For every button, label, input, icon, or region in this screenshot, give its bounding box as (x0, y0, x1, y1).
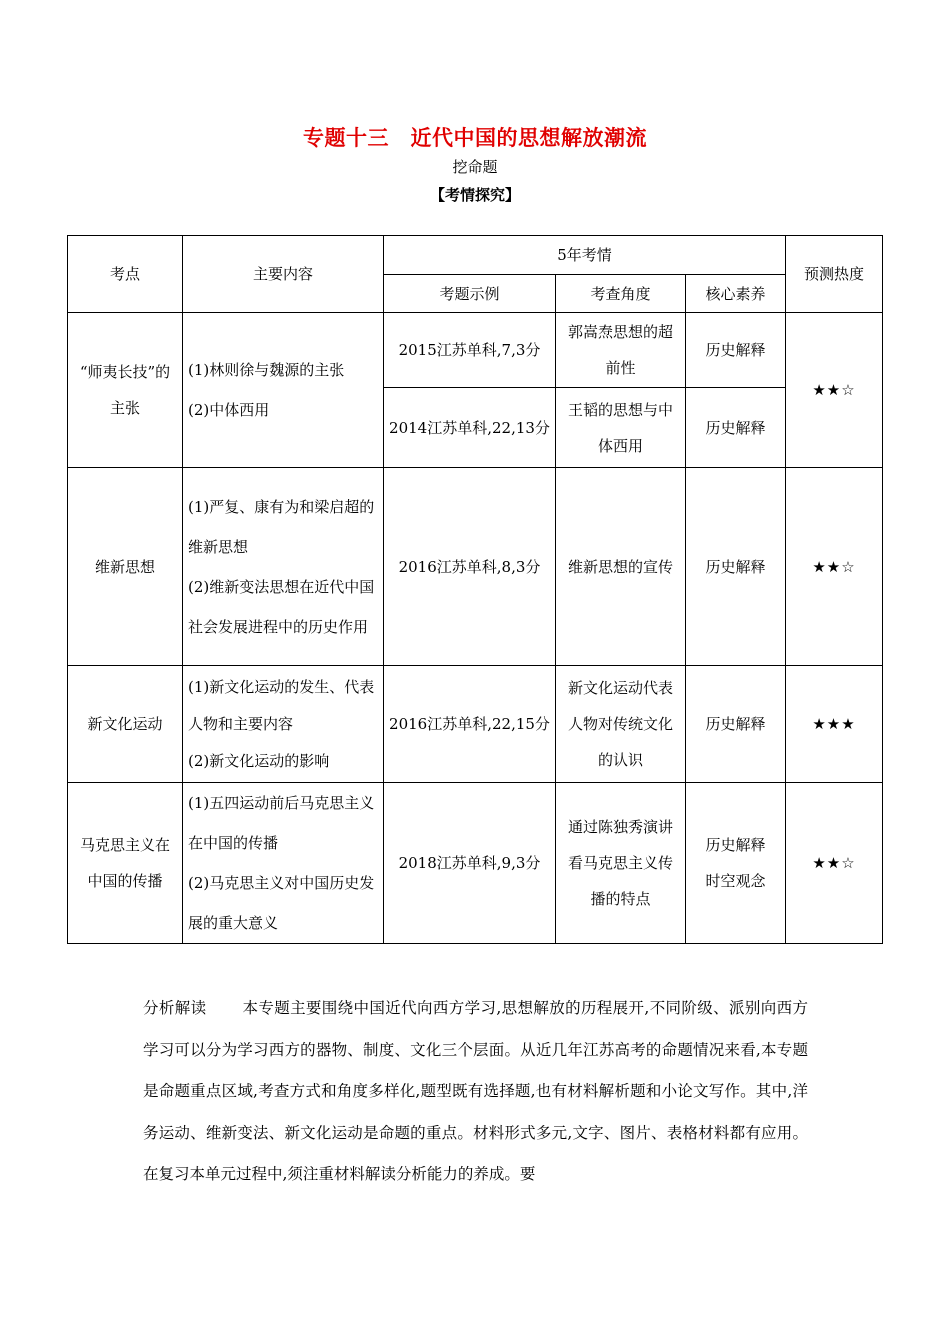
row1b-example: 2014江苏单科,22,13分 (384, 388, 556, 468)
row3-example: 2016江苏单科,22,15分 (384, 666, 556, 783)
row1b-angle: 王韬的思想与中体西用 (556, 388, 686, 468)
row2-literacy: 历史解释 (686, 468, 786, 666)
row2-point: 维新思想 (68, 468, 183, 666)
exam-analysis-table (67, 235, 883, 944)
row2-example: 2016江苏单科,8,3分 (384, 468, 556, 666)
header-literacy: 核心素养 (686, 275, 786, 313)
header-point: 考点 (68, 236, 183, 313)
page-title: 专题十三 近代中国的思想解放潮流 (303, 126, 647, 150)
row4-example: 2018江苏单科,9,3分 (384, 783, 556, 944)
row4-literacy: 历史解释 时空观念 (686, 783, 786, 944)
row2-content: (1)严复、康有为和梁启超的维新思想 (2)维新变法思想在近代中国社会发展进程中的历史作用 (183, 468, 384, 666)
page-subtitle: 挖命题 (452, 158, 498, 176)
row4-content: (1)五四运动前后马克思主义在中国的传播 (2)马克思主义对中国历史发展的重大意义 (183, 783, 384, 944)
row3-heat: ★★★ (786, 666, 883, 783)
row3-point: 新文化运动 (68, 666, 183, 783)
row1-content: (1)林则徐与魏源的主张 (2)中体西用 (183, 313, 384, 468)
header-content: 主要内容 (183, 236, 384, 313)
analysis-text: 本专题主要围绕中国近代向西方学习,思想解放的历程展开,不同阶级、派别向西方学习可以分为学习西方的器物、制度、文化三个层面。从近几年江苏高考的命题情况来看,本专题是命题重点区域,考查方式和角度多样化,题型既有选择题,也有材料解析题和小论文写作。其中,洋务运动、维新变法、新文化运动是命题的重点。材料形式多元,文字、图片、表格材料都有应用。在复习本单元过程中,须注重材料解读分析能力的养成。要 (143, 999, 808, 1183)
row1a-angle: 郭嵩焘思想的超前性 (556, 313, 686, 388)
row1-point: “师夷长技”的主张 (68, 313, 183, 468)
row2-heat: ★★☆ (786, 468, 883, 666)
row1a-literacy: 历史解释 (686, 313, 786, 388)
row3-content: (1)新文化运动的发生、代表人物和主要内容 (2)新文化运动的影响 (183, 666, 384, 783)
row1a-example: 2015江苏单科,7,3分 (384, 313, 556, 388)
header-heat: 预测热度 (786, 236, 883, 313)
row3-literacy: 历史解释 (686, 666, 786, 783)
row3-angle: 新文化运动代表人物对传统文化的认识 (556, 666, 686, 783)
row4-angle: 通过陈独秀演讲看马克思主义传播的特点 (556, 783, 686, 944)
header-angle: 考查角度 (556, 275, 686, 313)
row1-heat: ★★☆ (786, 313, 883, 468)
row2-angle: 维新思想的宣传 (556, 468, 686, 666)
section-heading: 【考情探究】 (429, 186, 520, 204)
row1b-literacy: 历史解释 (686, 388, 786, 468)
header-five-year: 5年考情 (384, 236, 786, 275)
analysis-label: 分析解读 (143, 999, 207, 1017)
analysis-paragraph (143, 988, 808, 1196)
row4-heat: ★★☆ (786, 783, 883, 944)
header-example: 考题示例 (384, 275, 556, 313)
row4-point: 马克思主义在中国的传播 (68, 783, 183, 944)
